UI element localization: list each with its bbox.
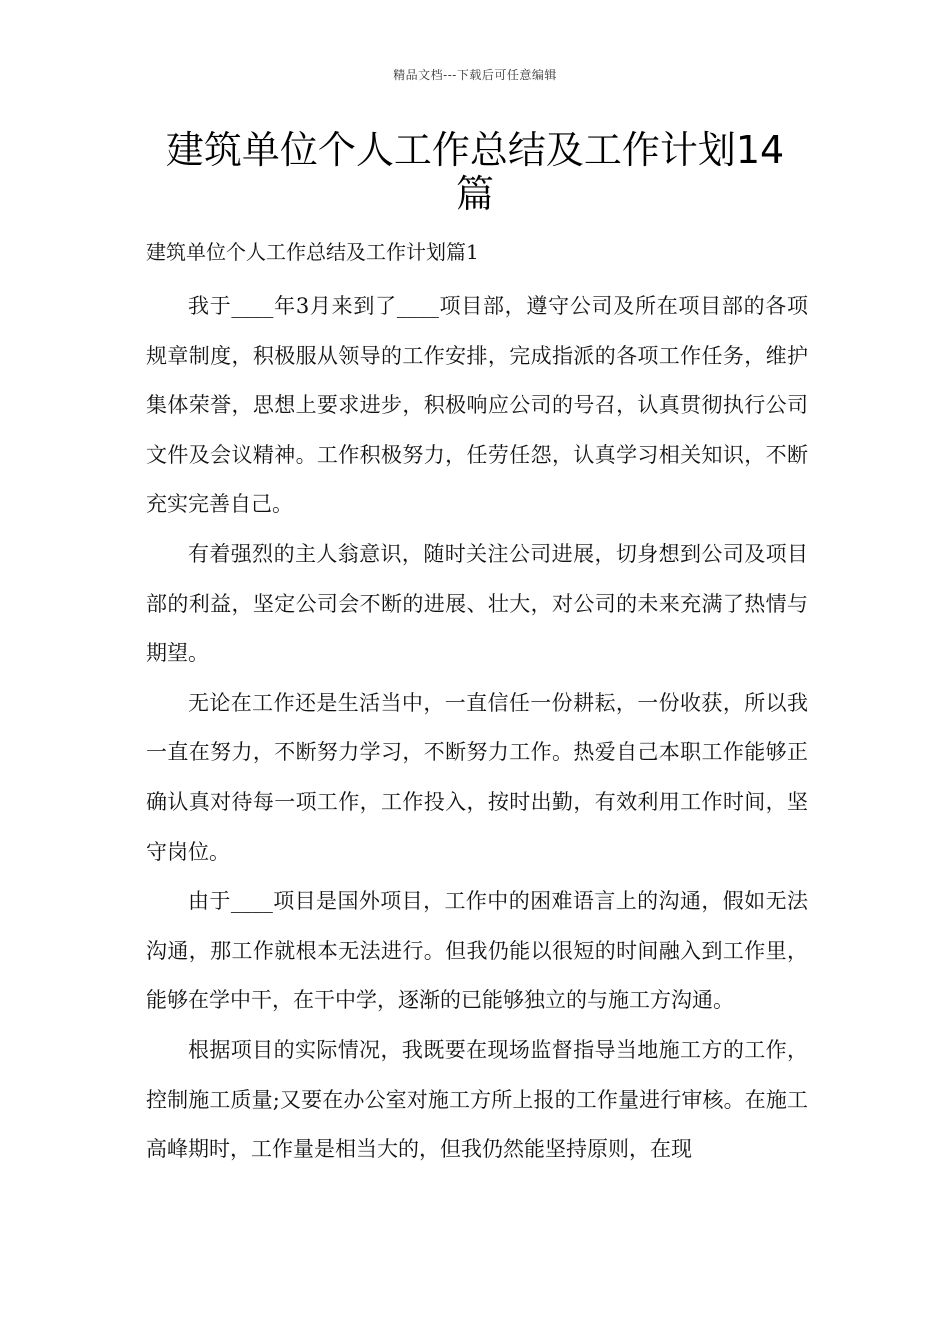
- paragraph: 根据项目的实际情况，我既要在现场监督指导当地施工方的工作，控制施工质量;又要在办公室对施工方所上报的工作量进行审核。在施工高峰期时，工作量是相当大的，但我仍然能坚持原则，在现: [146, 1037, 808, 1162]
- page-header-note: 精品文档---下载后可任意编辑: [393, 68, 557, 82]
- paragraph: 由于____项目是国外项目，工作中的困难语言上的沟通，假如无法沟通，那工作就根本无法进行。但我仍能以很短的时间融入到工作里，能够在学中干，在干中学，逐渐的已能够独立的与施工方沟通。: [146, 889, 808, 1013]
- paragraph: 有着强烈的主人翁意识，随时关注公司进展，切身想到公司及项目部的利益，坚定公司会不断的进展、壮大，对公司的未来充满了热情与期望。: [146, 541, 808, 666]
- document-body: [146, 282, 808, 1175]
- paragraph: 我于____年3月来到了____项目部，遵守公司及所在项目部的各项规章制度，积极服从领导的工作安排，完成指派的各项工作任务，维护集体荣誉，思想上要求进步，积极响应公司的号召，认真贯彻执行公司文件及会议精神。工作积极努力，任劳任怨，认真学习相关知识，不断充实完善自己。: [146, 294, 808, 517]
- document-title: 建筑单位个人工作总结及工作计划14篇: [165, 128, 785, 216]
- section-title: 建筑单位个人工作总结及工作计划篇1: [146, 240, 479, 264]
- paragraph: 无论在工作还是生活当中，一直信任一份耕耘，一份收获，所以我一直在努力，不断努力学习，不断努力工作。热爱自己本职工作能够正确认真对待每一项工作，工作投入，按时出勤，有效利用工作时间，坚守岗位。: [146, 690, 808, 864]
